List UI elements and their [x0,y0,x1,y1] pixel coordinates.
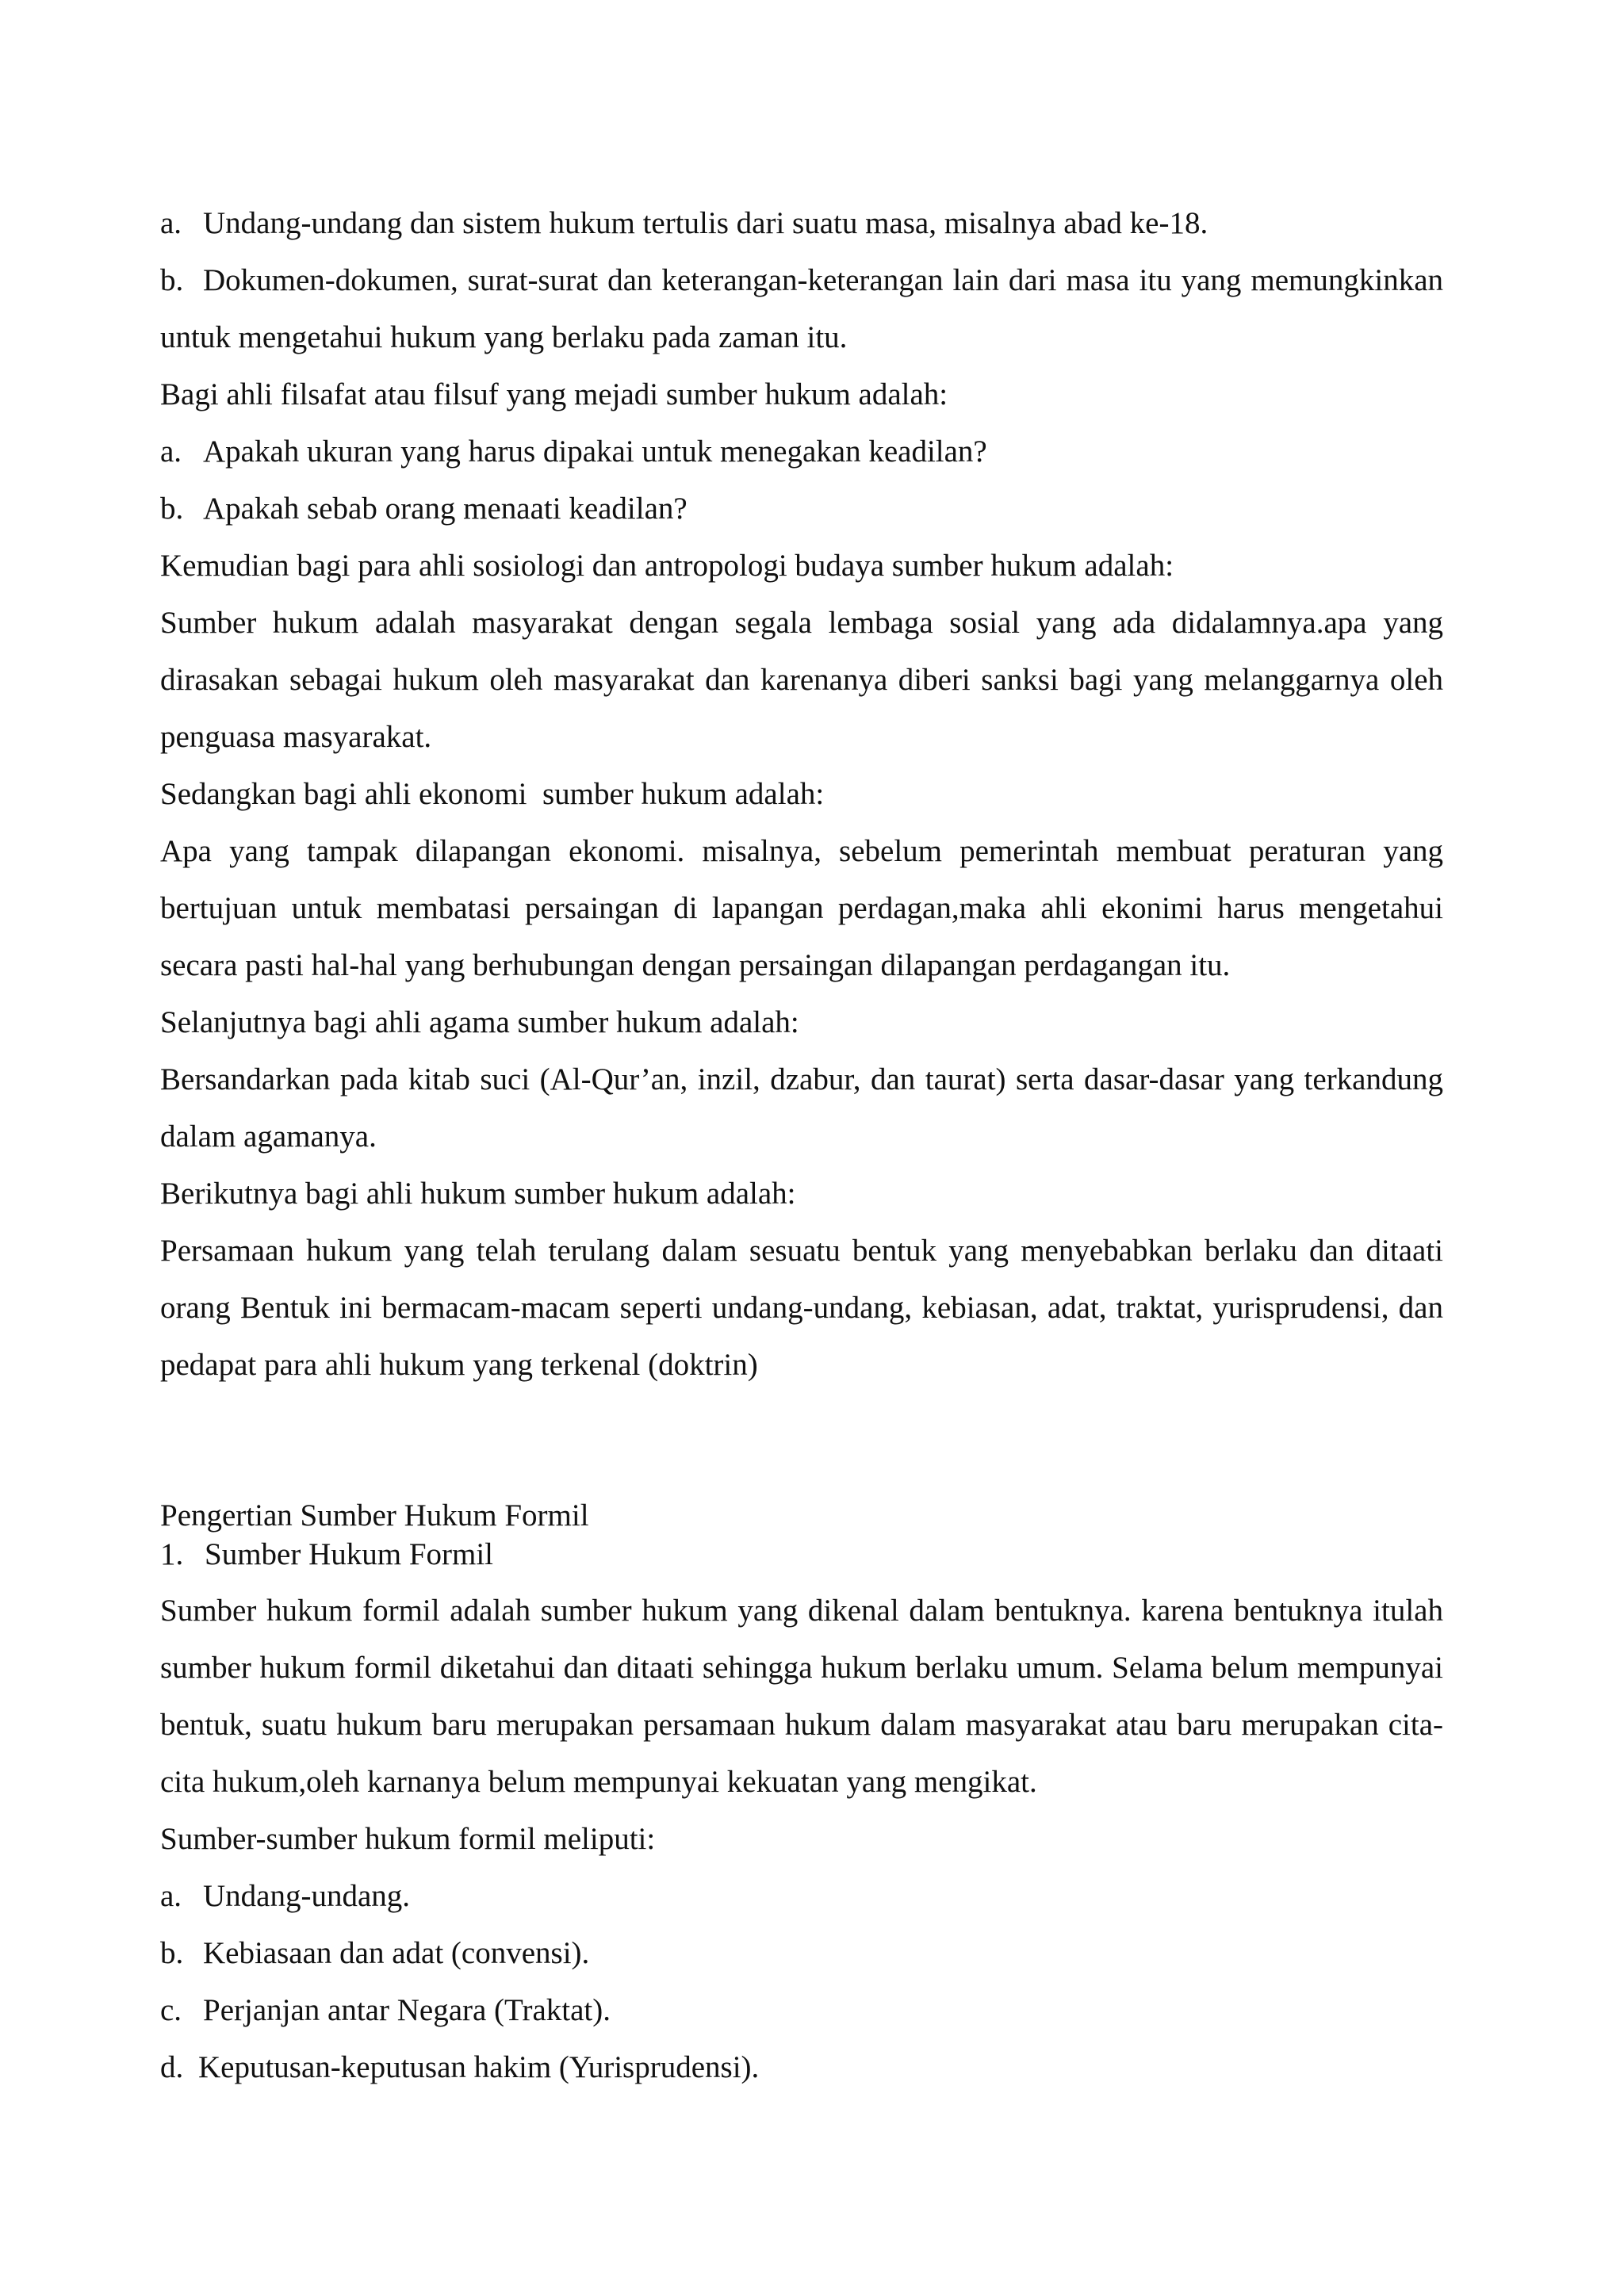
list-marker: b. [160,1936,184,1970]
agama-body: Bersandarkan pada kitab suci (Al-Qur’an, inzil, dzabur, dan taurat) serta dasar-dasar yang terkandung dalam agamanya. [160,1062,1443,1154]
list-item-text: Apakah sebab orang menaati keadilan? [203,492,688,526]
list-marker: b. [160,492,184,526]
formil-list-intro: Sumber-sumber hukum formil meliputi: [160,1822,656,1856]
formil-body: Sumber hukum formil adalah sumber hukum yang dikenal dalam bentuknya. karena bentuknya itulah sumber hukum formil diketahui dan ditaati sehingga hukum berlaku umum. Selama belum mempunyai bentuk, suatu hukum baru merupakan persamaan hukum dalam masyarakat atau baru merupakan cita-cita hukum,oleh karnanya belum mempunyai kekuatan yang mengikat. [160,1594,1443,1799]
list-marker: d. [160,2050,184,2084]
formil-list-item [160,2039,1443,2096]
numbered-heading [160,1535,1443,1575]
formil-list-item [160,1982,1443,2039]
list-marker: a. [160,434,182,469]
hukum-intro: Berikutnya bagi ahli hukum sumber hukum adalah: [160,1177,796,1211]
formil-list-item [160,1868,1443,1925]
agama-intro: Selanjutnya bagi ahli agama sumber hukum adalah: [160,1005,799,1039]
sosiologi-intro: Kemudian bagi para ahli sosiologi dan antropologi budaya sumber hukum adalah: [160,549,1174,583]
filsuf-item-b [160,480,1443,538]
list-item-b [160,252,1443,366]
list-marker: b. [160,263,184,297]
filsuf-item-a [160,423,1443,480]
list-marker: 1. [160,1537,184,1571]
list-item-a [160,195,1443,252]
list-marker: c. [160,1993,182,2027]
list-item-text: Undang-undang dan sistem hukum tertulis dari suatu masa, misalnya abad ke-18. [203,206,1208,240]
section-heading: Pengertian Sumber Hukum Formil [160,1498,589,1533]
list-item-text: Kebiasaan dan adat (convensi). [203,1936,590,1970]
list-item-text: Undang-undang. [203,1879,411,1913]
ekonomi-body: Apa yang tampak dilapangan ekonomi. misalnya, sebelum pemerintah membuat peraturan yang bertujuan untuk membatasi persaingan di lapangan perdagan,maka ahli ekonimi harus mengetahui secara pasti hal-hal yang berhubungan dengan persaingan dilapangan perdagangan itu. [160,834,1443,982]
list-item-text: Keputusan-keputusan hakim (Yurisprudensi). [198,2050,760,2084]
list-item-text: Dokumen-dokumen, surat-surat dan keterangan-keterangan lain dari masa itu yang memungkinkan untuk mengetahui hukum yang berlaku pada zaman itu. [160,263,1443,354]
list-item-text: Apakah ukuran yang harus dipakai untuk menegakan keadilan? [203,434,987,469]
formil-list-item [160,1925,1443,1982]
hukum-body: Persamaan hukum yang telah terulang dalam sesuatu bentuk yang menyebabkan berlaku dan ditaati orang Bentuk ini bermacam-macam seperti undang-undang, kebiasan, adat, traktat, yurisprudensi, dan pedapat para ahli hukum yang terkenal (doktrin) [160,1234,1443,1382]
section-gap [160,1394,1443,1497]
document-page [160,195,1443,2096]
numbered-heading-text: Sumber Hukum Formil [205,1537,494,1571]
sosiologi-body: Sumber hukum adalah masyarakat dengan segala lembaga sosial yang ada didalamnya.apa yang dirasakan sebagai hukum oleh masyarakat dan karenanya diberi sanksi bagi yang melanggarnya oleh penguasa masyarakat. [160,606,1443,754]
list-marker: a. [160,1879,182,1913]
filsuf-intro: Bagi ahli filsafat atau filsuf yang mejadi sumber hukum adalah: [160,377,948,411]
ekonomi-intro: Sedangkan bagi ahli ekonomi sumber hukum adalah: [160,777,825,811]
list-item-text: Perjanjan antar Negara (Traktat). [203,1993,611,2027]
list-marker: a. [160,206,182,240]
